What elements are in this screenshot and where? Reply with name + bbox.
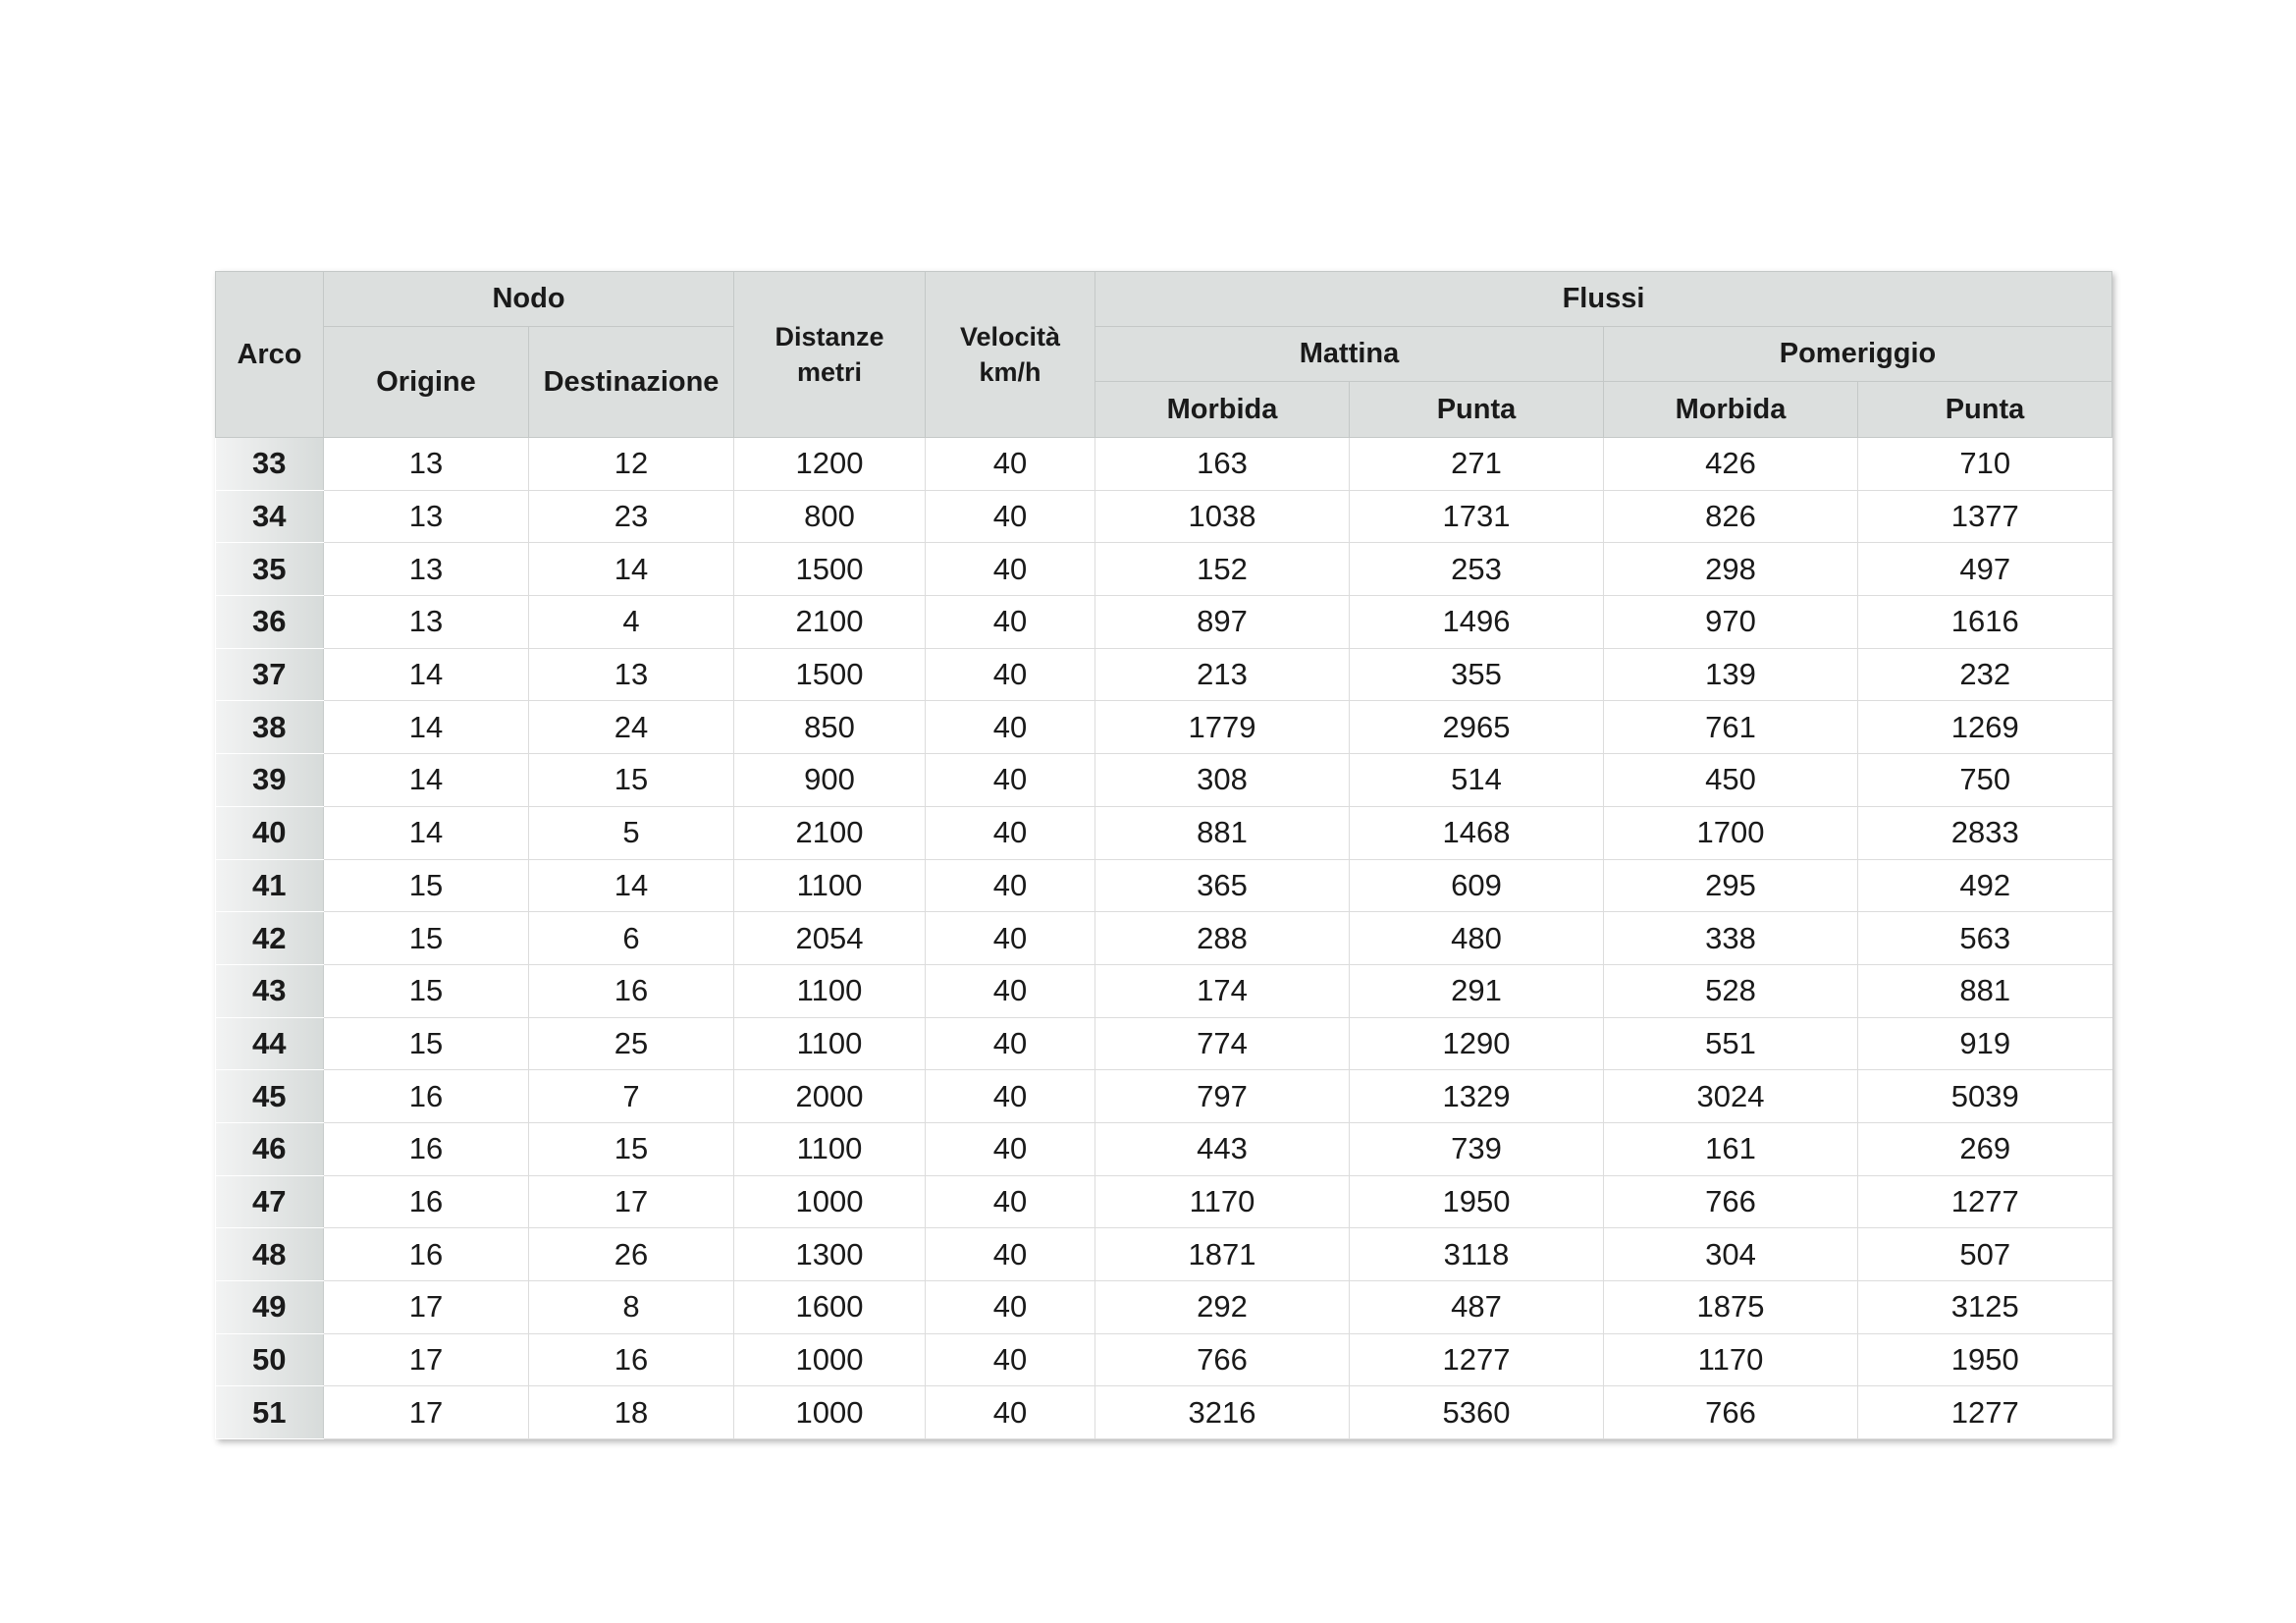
cell-mattina-punta: 739	[1350, 1122, 1604, 1175]
cell-distanza: 2054	[734, 912, 926, 965]
cell-distanza: 900	[734, 754, 926, 807]
cell-pomeriggio-morbida: 766	[1604, 1386, 1858, 1439]
cell-mattina-morbida: 288	[1095, 912, 1350, 965]
cell-arco: 45	[216, 1070, 324, 1123]
cell-destinazione: 26	[529, 1228, 734, 1281]
cell-origine: 15	[324, 1017, 529, 1070]
cell-arco: 36	[216, 596, 324, 649]
cell-pomeriggio-punta: 5039	[1858, 1070, 2112, 1123]
cell-pomeriggio-morbida: 426	[1604, 438, 1858, 491]
cell-pomeriggio-punta: 1277	[1858, 1386, 2112, 1439]
cell-pomeriggio-morbida: 304	[1604, 1228, 1858, 1281]
header-pomeriggio-punta: Punta	[1858, 382, 2112, 438]
cell-destinazione: 16	[529, 964, 734, 1017]
header-velocita-unit: km/h	[979, 357, 1041, 387]
cell-mattina-punta: 291	[1350, 964, 1604, 1017]
cell-distanza: 1100	[734, 859, 926, 912]
cell-mattina-punta: 1496	[1350, 596, 1604, 649]
cell-mattina-morbida: 774	[1095, 1017, 1350, 1070]
table-row	[216, 596, 2112, 649]
cell-velocita: 40	[926, 1281, 1095, 1334]
cell-mattina-morbida: 1038	[1095, 490, 1350, 543]
cell-destinazione: 14	[529, 543, 734, 596]
cell-arco: 50	[216, 1333, 324, 1386]
cell-pomeriggio-punta: 881	[1858, 964, 2112, 1017]
cell-mattina-punta: 514	[1350, 754, 1604, 807]
cell-origine: 17	[324, 1386, 529, 1439]
cell-arco: 46	[216, 1122, 324, 1175]
cell-distanza: 2100	[734, 806, 926, 859]
cell-pomeriggio-morbida: 551	[1604, 1017, 1858, 1070]
cell-destinazione: 15	[529, 1122, 734, 1175]
cell-pomeriggio-punta: 507	[1858, 1228, 2112, 1281]
cell-pomeriggio-morbida: 766	[1604, 1175, 1858, 1228]
cell-pomeriggio-morbida: 139	[1604, 648, 1858, 701]
cell-mattina-punta: 5360	[1350, 1386, 1604, 1439]
cell-arco: 39	[216, 754, 324, 807]
table-row	[216, 490, 2112, 543]
cell-velocita: 40	[926, 1017, 1095, 1070]
cell-mattina-morbida: 292	[1095, 1281, 1350, 1334]
cell-origine: 15	[324, 859, 529, 912]
cell-arco: 48	[216, 1228, 324, 1281]
cell-pomeriggio-punta: 1616	[1858, 596, 2112, 649]
table-row	[216, 1017, 2112, 1070]
cell-mattina-morbida: 1779	[1095, 701, 1350, 754]
cell-pomeriggio-morbida: 1700	[1604, 806, 1858, 859]
cell-mattina-punta: 480	[1350, 912, 1604, 965]
cell-distanza: 1200	[734, 438, 926, 491]
cell-distanza: 850	[734, 701, 926, 754]
cell-destinazione: 24	[529, 701, 734, 754]
cell-pomeriggio-punta: 750	[1858, 754, 2112, 807]
cell-mattina-morbida: 213	[1095, 648, 1350, 701]
cell-mattina-punta: 609	[1350, 859, 1604, 912]
table-row	[216, 1386, 2112, 1439]
cell-distanza: 1000	[734, 1333, 926, 1386]
cell-origine: 17	[324, 1281, 529, 1334]
table-row	[216, 438, 2112, 491]
header-mattina-morbida: Morbida	[1095, 382, 1350, 438]
cell-destinazione: 6	[529, 912, 734, 965]
cell-velocita: 40	[926, 1070, 1095, 1123]
cell-arco: 42	[216, 912, 324, 965]
cell-mattina-morbida: 174	[1095, 964, 1350, 1017]
cell-origine: 15	[324, 912, 529, 965]
cell-mattina-punta: 271	[1350, 438, 1604, 491]
cell-arco: 51	[216, 1386, 324, 1439]
cell-mattina-punta: 1731	[1350, 490, 1604, 543]
header-origine: Origine	[324, 327, 529, 438]
cell-arco: 41	[216, 859, 324, 912]
cell-pomeriggio-punta: 1377	[1858, 490, 2112, 543]
cell-origine: 13	[324, 438, 529, 491]
cell-pomeriggio-morbida: 1875	[1604, 1281, 1858, 1334]
cell-destinazione: 12	[529, 438, 734, 491]
cell-distanza: 1000	[734, 1175, 926, 1228]
cell-mattina-punta: 253	[1350, 543, 1604, 596]
cell-mattina-punta: 1329	[1350, 1070, 1604, 1123]
cell-velocita: 40	[926, 912, 1095, 965]
cell-origine: 14	[324, 648, 529, 701]
table-body	[216, 438, 2112, 1439]
table-row	[216, 912, 2112, 965]
cell-pomeriggio-punta: 563	[1858, 912, 2112, 965]
cell-distanza: 1100	[734, 1122, 926, 1175]
cell-arco: 34	[216, 490, 324, 543]
table-row	[216, 1122, 2112, 1175]
header-distanze	[734, 272, 926, 438]
cell-distanza: 2000	[734, 1070, 926, 1123]
cell-pomeriggio-punta: 3125	[1858, 1281, 2112, 1334]
cell-velocita: 40	[926, 1386, 1095, 1439]
table-row	[216, 1070, 2112, 1123]
cell-pomeriggio-punta: 1950	[1858, 1333, 2112, 1386]
cell-pomeriggio-punta: 269	[1858, 1122, 2112, 1175]
cell-origine: 14	[324, 754, 529, 807]
header-mattina: Mattina	[1095, 327, 1604, 382]
table-row	[216, 1333, 2112, 1386]
cell-destinazione: 25	[529, 1017, 734, 1070]
table-row	[216, 859, 2112, 912]
cell-velocita: 40	[926, 859, 1095, 912]
cell-mattina-morbida: 797	[1095, 1070, 1350, 1123]
cell-velocita: 40	[926, 490, 1095, 543]
cell-destinazione: 8	[529, 1281, 734, 1334]
cell-distanza: 2100	[734, 596, 926, 649]
cell-mattina-morbida: 881	[1095, 806, 1350, 859]
cell-velocita: 40	[926, 701, 1095, 754]
cell-arco: 38	[216, 701, 324, 754]
table-row	[216, 1228, 2112, 1281]
cell-pomeriggio-morbida: 970	[1604, 596, 1858, 649]
cell-mattina-punta: 355	[1350, 648, 1604, 701]
cell-arco: 35	[216, 543, 324, 596]
cell-distanza: 1500	[734, 648, 926, 701]
cell-origine: 16	[324, 1175, 529, 1228]
cell-destinazione: 5	[529, 806, 734, 859]
cell-mattina-morbida: 365	[1095, 859, 1350, 912]
cell-origine: 13	[324, 543, 529, 596]
cell-destinazione: 4	[529, 596, 734, 649]
cell-pomeriggio-punta: 492	[1858, 859, 2112, 912]
cell-mattina-punta: 1277	[1350, 1333, 1604, 1386]
cell-arco: 49	[216, 1281, 324, 1334]
cell-destinazione: 18	[529, 1386, 734, 1439]
cell-arco: 37	[216, 648, 324, 701]
cell-velocita: 40	[926, 964, 1095, 1017]
flows-table	[215, 271, 2112, 1439]
cell-destinazione: 7	[529, 1070, 734, 1123]
header-velocita	[926, 272, 1095, 438]
table-row	[216, 701, 2112, 754]
cell-destinazione: 17	[529, 1175, 734, 1228]
cell-mattina-morbida: 152	[1095, 543, 1350, 596]
cell-distanza: 1300	[734, 1228, 926, 1281]
cell-origine: 13	[324, 596, 529, 649]
cell-origine: 13	[324, 490, 529, 543]
cell-origine: 16	[324, 1228, 529, 1281]
cell-velocita: 40	[926, 806, 1095, 859]
cell-distanza: 1100	[734, 964, 926, 1017]
cell-mattina-morbida: 1170	[1095, 1175, 1350, 1228]
cell-mattina-morbida: 766	[1095, 1333, 1350, 1386]
table-row	[216, 648, 2112, 701]
cell-pomeriggio-morbida: 826	[1604, 490, 1858, 543]
cell-mattina-morbida: 897	[1095, 596, 1350, 649]
header-flussi: Flussi	[1095, 272, 2112, 327]
header-velocita-label: Velocità	[959, 322, 1061, 352]
cell-origine: 16	[324, 1122, 529, 1175]
flows-table-container	[215, 271, 2111, 1439]
cell-pomeriggio-morbida: 295	[1604, 859, 1858, 912]
cell-distanza: 800	[734, 490, 926, 543]
cell-pomeriggio-morbida: 1170	[1604, 1333, 1858, 1386]
cell-mattina-punta: 1290	[1350, 1017, 1604, 1070]
cell-destinazione: 13	[529, 648, 734, 701]
cell-pomeriggio-morbida: 161	[1604, 1122, 1858, 1175]
cell-pomeriggio-punta: 1269	[1858, 701, 2112, 754]
cell-mattina-morbida: 443	[1095, 1122, 1350, 1175]
cell-pomeriggio-punta: 1277	[1858, 1175, 2112, 1228]
cell-pomeriggio-punta: 232	[1858, 648, 2112, 701]
cell-destinazione: 23	[529, 490, 734, 543]
cell-mattina-morbida: 308	[1095, 754, 1350, 807]
cell-velocita: 40	[926, 1122, 1095, 1175]
cell-pomeriggio-punta: 2833	[1858, 806, 2112, 859]
cell-distanza: 1000	[734, 1386, 926, 1439]
cell-pomeriggio-morbida: 3024	[1604, 1070, 1858, 1123]
header-nodo: Nodo	[324, 272, 734, 327]
table-row	[216, 543, 2112, 596]
cell-mattina-morbida: 1871	[1095, 1228, 1350, 1281]
cell-arco: 47	[216, 1175, 324, 1228]
header-pomeriggio-morbida: Morbida	[1604, 382, 1858, 438]
cell-velocita: 40	[926, 438, 1095, 491]
cell-arco: 40	[216, 806, 324, 859]
cell-pomeriggio-punta: 710	[1858, 438, 2112, 491]
cell-distanza: 1600	[734, 1281, 926, 1334]
cell-pomeriggio-morbida: 761	[1604, 701, 1858, 754]
cell-velocita: 40	[926, 1175, 1095, 1228]
header-pomeriggio: Pomeriggio	[1604, 327, 2112, 382]
cell-velocita: 40	[926, 1333, 1095, 1386]
cell-destinazione: 14	[529, 859, 734, 912]
cell-mattina-punta: 487	[1350, 1281, 1604, 1334]
cell-destinazione: 16	[529, 1333, 734, 1386]
header-mattina-punta: Punta	[1350, 382, 1604, 438]
cell-arco: 33	[216, 438, 324, 491]
cell-distanza: 1100	[734, 1017, 926, 1070]
header-distanze-unit: metri	[796, 357, 863, 387]
cell-mattina-punta: 1950	[1350, 1175, 1604, 1228]
cell-velocita: 40	[926, 754, 1095, 807]
cell-pomeriggio-morbida: 298	[1604, 543, 1858, 596]
cell-velocita: 40	[926, 596, 1095, 649]
cell-mattina-morbida: 163	[1095, 438, 1350, 491]
cell-origine: 16	[324, 1070, 529, 1123]
header-destinazione: Destinazione	[529, 327, 734, 438]
cell-pomeriggio-morbida: 338	[1604, 912, 1858, 965]
cell-destinazione: 15	[529, 754, 734, 807]
cell-velocita: 40	[926, 648, 1095, 701]
cell-velocita: 40	[926, 1228, 1095, 1281]
table-header	[216, 272, 2112, 438]
cell-pomeriggio-punta: 497	[1858, 543, 2112, 596]
cell-origine: 17	[324, 1333, 529, 1386]
cell-origine: 15	[324, 964, 529, 1017]
header-distanze-label: Distanze	[774, 322, 884, 352]
cell-origine: 14	[324, 806, 529, 859]
table-row	[216, 964, 2112, 1017]
cell-velocita: 40	[926, 543, 1095, 596]
table-row	[216, 1281, 2112, 1334]
cell-mattina-punta: 2965	[1350, 701, 1604, 754]
cell-pomeriggio-punta: 919	[1858, 1017, 2112, 1070]
cell-mattina-punta: 1468	[1350, 806, 1604, 859]
cell-origine: 14	[324, 701, 529, 754]
table-row	[216, 1175, 2112, 1228]
table-row	[216, 754, 2112, 807]
cell-arco: 43	[216, 964, 324, 1017]
cell-distanza: 1500	[734, 543, 926, 596]
cell-pomeriggio-morbida: 528	[1604, 964, 1858, 1017]
cell-mattina-morbida: 3216	[1095, 1386, 1350, 1439]
cell-mattina-punta: 3118	[1350, 1228, 1604, 1281]
table-row	[216, 806, 2112, 859]
cell-pomeriggio-morbida: 450	[1604, 754, 1858, 807]
header-arco: Arco	[216, 272, 324, 438]
cell-arco: 44	[216, 1017, 324, 1070]
